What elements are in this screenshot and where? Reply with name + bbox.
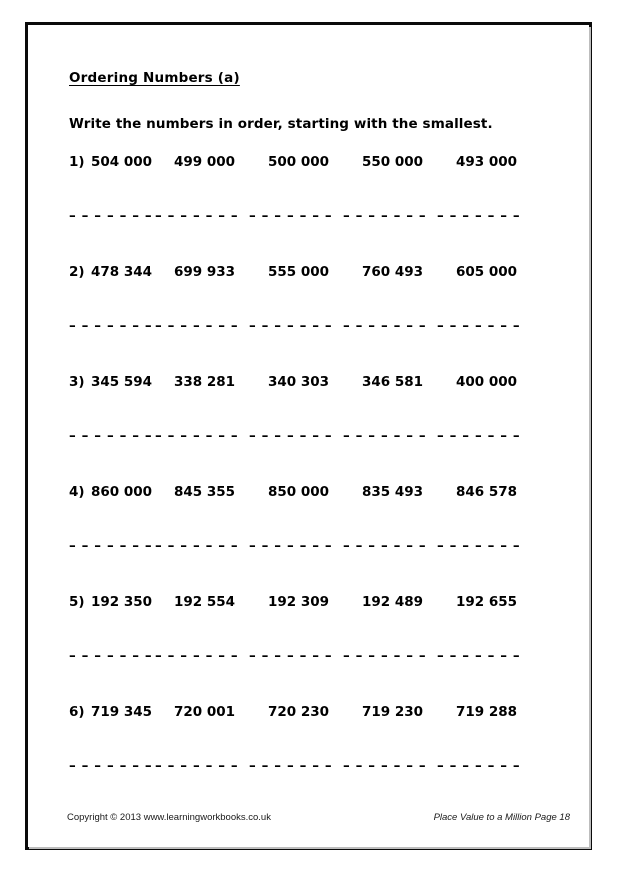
answer-blank[interactable]: – – – – – – – (155, 538, 239, 554)
number-value: 499 000 (174, 154, 236, 170)
number-value: 500 000 (268, 154, 330, 170)
question-list (25, 154, 592, 814)
answer-blank[interactable]: – – – – – – – (343, 318, 427, 334)
answer-blank[interactable]: – – – – – – – (437, 538, 521, 554)
answer-line-row (69, 208, 592, 232)
question-index: 2) (69, 264, 85, 280)
number-value: 699 933 (174, 264, 236, 280)
answer-blank[interactable]: – – – – – – – (69, 538, 153, 554)
answer-blank[interactable]: – – – – – – – (69, 208, 153, 224)
question-index: 4) (69, 484, 85, 500)
number-value: 846 578 (456, 484, 518, 500)
answer-blank[interactable]: – – – – – – – (249, 758, 333, 774)
number-value: 605 000 (456, 264, 518, 280)
number-value: 504 000 (91, 154, 153, 170)
number-value: 835 493 (362, 484, 424, 500)
number-value: 478 344 (91, 264, 153, 280)
question-row (25, 154, 592, 264)
answer-blank[interactable]: – – – – – – – (343, 538, 427, 554)
number-value: 550 000 (362, 154, 424, 170)
answer-blank[interactable]: – – – – – – – (249, 538, 333, 554)
number-value: 192 554 (174, 594, 236, 610)
worksheet-content (25, 22, 592, 850)
instruction-text: Write the numbers in order, starting with the smallest. (69, 116, 493, 132)
number-value: 400 000 (456, 374, 518, 390)
answer-blank[interactable]: – – – – – – – (155, 758, 239, 774)
page-title: Ordering Numbers (a) (69, 70, 240, 86)
answer-blank[interactable]: – – – – – – – (343, 648, 427, 664)
question-row (25, 594, 592, 704)
question-numbers (69, 374, 592, 400)
answer-blank[interactable]: – – – – – – – (69, 758, 153, 774)
number-value: 720 001 (174, 704, 236, 720)
answer-blank[interactable]: – – – – – – – (343, 208, 427, 224)
answer-line-row (69, 758, 592, 782)
question-index: 1) (69, 154, 85, 170)
answer-line-row (69, 648, 592, 672)
footer-copyright: Copyright © 2013 www.learningworkbooks.co.uk (67, 812, 271, 823)
number-value: 555 000 (268, 264, 330, 280)
number-value: 493 000 (456, 154, 518, 170)
number-value: 845 355 (174, 484, 236, 500)
question-index: 6) (69, 704, 85, 720)
question-index: 3) (69, 374, 85, 390)
number-value: 346 581 (362, 374, 424, 390)
question-numbers (69, 154, 592, 180)
number-value: 192 655 (456, 594, 518, 610)
footer-reference: Place Value to a Million Page 18 (433, 812, 570, 823)
number-value: 345 594 (91, 374, 153, 390)
number-value: 720 230 (268, 704, 330, 720)
answer-line-row (69, 428, 592, 452)
answer-blank[interactable]: – – – – – – – (155, 208, 239, 224)
question-row (25, 374, 592, 484)
answer-blank[interactable]: – – – – – – – (249, 428, 333, 444)
answer-blank[interactable]: – – – – – – – (437, 428, 521, 444)
number-value: 192 309 (268, 594, 330, 610)
answer-blank[interactable]: – – – – – – – (249, 648, 333, 664)
number-value: 192 489 (362, 594, 424, 610)
answer-blank[interactable]: – – – – – – – (155, 318, 239, 334)
answer-blank[interactable]: – – – – – – – (249, 318, 333, 334)
answer-line-row (69, 318, 592, 342)
question-row (25, 704, 592, 814)
number-value: 719 230 (362, 704, 424, 720)
answer-blank[interactable]: – – – – – – – (249, 208, 333, 224)
answer-blank[interactable]: – – – – – – – (69, 428, 153, 444)
question-row (25, 484, 592, 594)
question-numbers (69, 704, 592, 730)
answer-blank[interactable]: – – – – – – – (155, 428, 239, 444)
question-numbers (69, 484, 592, 510)
answer-blank[interactable]: – – – – – – – (437, 208, 521, 224)
answer-blank[interactable]: – – – – – – – (69, 648, 153, 664)
number-value: 719 288 (456, 704, 518, 720)
answer-blank[interactable]: – – – – – – – (343, 428, 427, 444)
answer-line-row (69, 538, 592, 562)
answer-blank[interactable]: – – – – – – – (437, 318, 521, 334)
number-value: 719 345 (91, 704, 153, 720)
number-value: 338 281 (174, 374, 236, 390)
answer-blank[interactable]: – – – – – – – (437, 648, 521, 664)
question-numbers (69, 264, 592, 290)
number-value: 192 350 (91, 594, 153, 610)
answer-blank[interactable]: – – – – – – – (343, 758, 427, 774)
number-value: 850 000 (268, 484, 330, 500)
answer-blank[interactable]: – – – – – – – (437, 758, 521, 774)
question-row (25, 264, 592, 374)
number-value: 340 303 (268, 374, 330, 390)
number-value: 760 493 (362, 264, 424, 280)
question-numbers (69, 594, 592, 620)
number-value: 860 000 (91, 484, 153, 500)
question-index: 5) (69, 594, 85, 610)
answer-blank[interactable]: – – – – – – – (69, 318, 153, 334)
answer-blank[interactable]: – – – – – – – (155, 648, 239, 664)
